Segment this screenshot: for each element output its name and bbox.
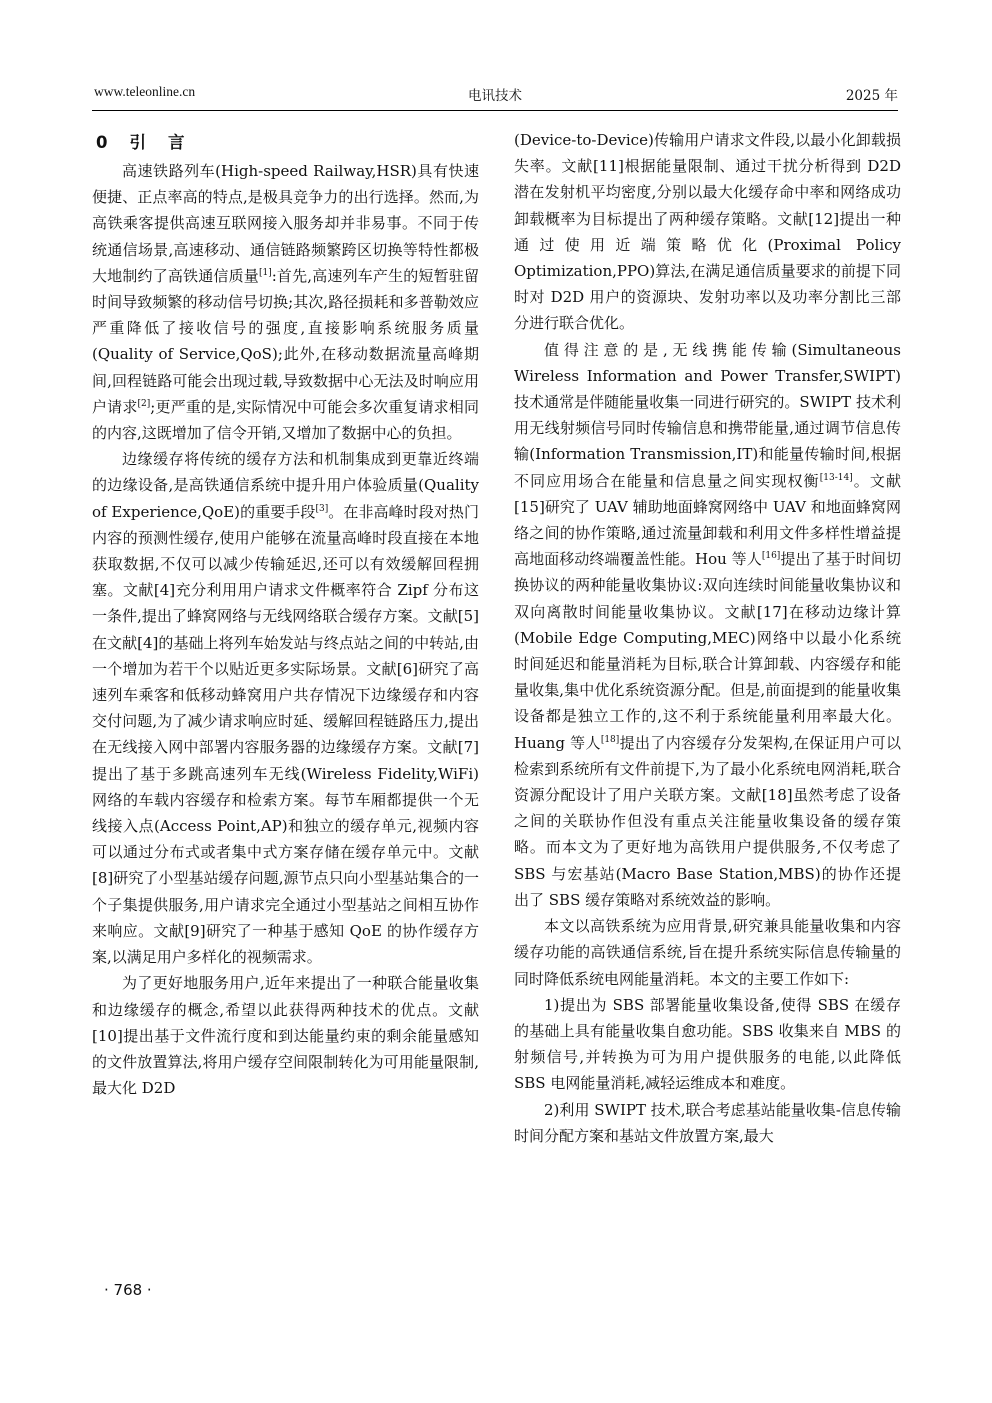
body-paragraph: [92, 970, 479, 1101]
citation-ref: [13-14]: [819, 472, 853, 483]
left-column-body: [92, 158, 479, 1101]
paragraph-text: ;更严重的是,实际情况中可能会多次重复请求相同的内容,这既增加了信令开销,又增加了数据中心的负担。: [92, 397, 479, 443]
paragraph-text: 为了更好地服务用户,近年来提出了一种联合能量收集和边缘缓存的概念,希望以此获得两种技术的优点。文献[10]提出基于文件流行度和到达能量约束的剩余能量感知的文件放置算法,将用户缓存空间限制转化为可用能量限制,最大化 D2D: [92, 974, 479, 1098]
body-paragraph: [514, 1097, 901, 1149]
citation-ref: [3]: [315, 503, 329, 514]
citation-ref: [2]: [137, 398, 151, 409]
section-heading: [96, 127, 479, 158]
journal-title: 电讯技术: [468, 88, 522, 104]
citation-ref: [18]: [600, 734, 620, 745]
body-paragraph: [514, 127, 901, 337]
left-column: [92, 127, 479, 1287]
citation-ref: [1]: [258, 267, 272, 278]
right-column-body: [514, 127, 901, 1149]
page-number: · 768 ·: [104, 1281, 152, 1299]
paragraph-text: 。在非高峰时段对热门内容的预测性缓存,使用户能够在流量高峰时段直接在本地获取数据,不仅可以减少传输延迟,还可以有效缓解回程拥塞。文献[4]充分利用用户请求文件概率符合 Zipf 分布这一条件,提出了蜂窝网络与无线网络联合缓存方案。文献[5]在文献[4]的基础上将列车始发站与终点站之间的中转站,由一个增加为若干个以贴近更多实际场景。文献[6]研究了高速列车乘客和低移动蜂窝用户共存情况下边缘缓存和内容交付问题,为了减少请求响应时延、缓解回程链路压力,提出在无线接入网中部署内容服务器的边缘缓存方案。文献[7]提出了基于多跳高速列车无线(Wireless Fidelity,WiFi)网络的车载内容缓存和检索方案。每节车厢都提供一个无线接入点(Access Point,AP)和独立的缓存单元,视频内容可以通过分布式或者集中式方案存储在缓存单元中。文献[8]研究了小型基站缓存问题,源节点只向小型基站集合的一个子集提供服务,用户请求完全通过小型基站之间相互协作来响应。文献[9]研究了一种基于感知 QoE 的协作缓存方案,以满足用户多样化的视频需求。: [92, 502, 479, 967]
publication-year: 2025 年: [845, 88, 898, 104]
paragraph-text: (Device-to-Device)传输用户请求文件段,以最小化卸载损失率。文献[11]根据能量限制、通过干扰分析得到 D2D 潜在发射机平均密度,分别以最大化缓存命中率和网络成功卸载概率为目标提出了两种缓存策略。文献[12]提出一种通过使用近端策略优化(Proximal Policy Optimization,PPO)算法,在满足通信质量要求的前提下同时对 D2D 用户的资源块、发射功率以及功率分割比三部分进行联合优化。: [514, 131, 901, 333]
right-column: [514, 127, 901, 1287]
section-title: 引言: [129, 133, 207, 152]
citation-ref: [16]: [761, 551, 781, 562]
paragraph-text: 边缘缓存将传统的缓存方法和机制集成到更靠近终端的边缘设备,是高铁通信系统中提升用户体验质量(Quality of Experience,QoE)的重要手段: [92, 450, 479, 521]
journal-website: www.teleonline.cn: [94, 84, 196, 99]
section-number: 0: [96, 133, 108, 152]
paragraph-text: 1)提出为 SBS 部署能量收集设备,使得 SBS 在缓存的基础上具有能量收集自愈功能。SBS 收集来自 MBS 的射频信号,并转换为可为用户提供服务的电能,以此降低 SBS 电网能量消耗,减轻运维成本和难度。: [514, 995, 901, 1093]
paragraph-text: 2)利用 SWIPT 技术,联合考虑基站能量收集-信息传输时间分配方案和基站文件放置方案,最大: [514, 1100, 901, 1145]
body-paragraph: [514, 337, 901, 913]
paragraph-text: 提出了基于时间切换协议的两种能量收集协议:双向连续时间能量收集协议和双向离散时间能量收集协议。文献[17]在移动边缘计算(Mobile Edge Computing,MEC)网络中以最小化系统时间延迟和能量消耗为目标,联合计算卸载、内容缓存和能量收集,集中优化系统资源分配。但是,前面提到的能量收集设备都是独立工作的,这不利于系统能量利用率最大化。Huang 等人: [514, 550, 901, 752]
paragraph-text: 。文献[15]研究了 UAV 辅助地面蜂窝网络中 UAV 和地面蜂窝网络之间的协作策略,通过流量卸载和利用文件多样性增益提高地面移动终端覆盖性能。Hou 等人: [514, 471, 901, 569]
paragraph-text: 值得注意的是,无线携能传输(Simultaneous Wireless Information and Power Transfer,SWIPT)技术通常是伴随能量收集一同进行研究的。SWIPT 技术利用无线射频信号同时传输信息和携带能量,通过调节信息传输(Information Transmission,IT)和能量传输时间,根据不同应用场合在能量和信息量之间实现权衡: [514, 340, 901, 490]
paragraph-text: 提出了内容缓存分发架构,在保证用户可以检索到系统所有文件前提下,为了最小化系统电网消耗,联合资源分配设计了用户关联方案。文献[18]虽然考虑了设备之间的关联协作但没有重点关注能量收集设备的缓存策略。而本文为了更好地为高铁用户提供服务,不仅考虑了 SBS 与宏基站(Macro Base Station,MBS)的协作还提出了 SBS 缓存策略对系统效益的影响。: [514, 733, 901, 909]
paragraph-text: 高速铁路列车(High-speed Railway,HSR)具有快速便捷、正点率高的特点,是极具竞争力的出行选择。然而,为高铁乘客提供高速互联网接入服务却并非易事。不同于传统通信场景,高速移动、通信链路频繁跨区切换等特性都极大地制约了高铁通信质量: [92, 162, 479, 285]
paragraph-text: :首先,高速列车产生的短暂驻留时间导致频繁的移动信号切换;其次,路径损耗和多普勒效应严重降低了接收信号的强度,直接影响系统服务质量(Quality of Service,QoS);此外,在移动数据流量高峰期间,回程链路可能会出现过载,导致数据中心无法及时响应用户请求: [92, 266, 479, 416]
running-header: [92, 84, 898, 106]
body-paragraph: [92, 158, 479, 446]
body-paragraph: [514, 992, 901, 1097]
paragraph-text: 本文以高铁系统为应用背景,研究兼具能量收集和内容缓存功能的高铁通信系统,旨在提升系统实际信息传输量的同时降低系统电网能量消耗。本文的主要工作如下:: [514, 917, 901, 988]
header-rule: [92, 110, 898, 111]
body-paragraph: [92, 446, 479, 970]
body-paragraph: [514, 913, 901, 992]
